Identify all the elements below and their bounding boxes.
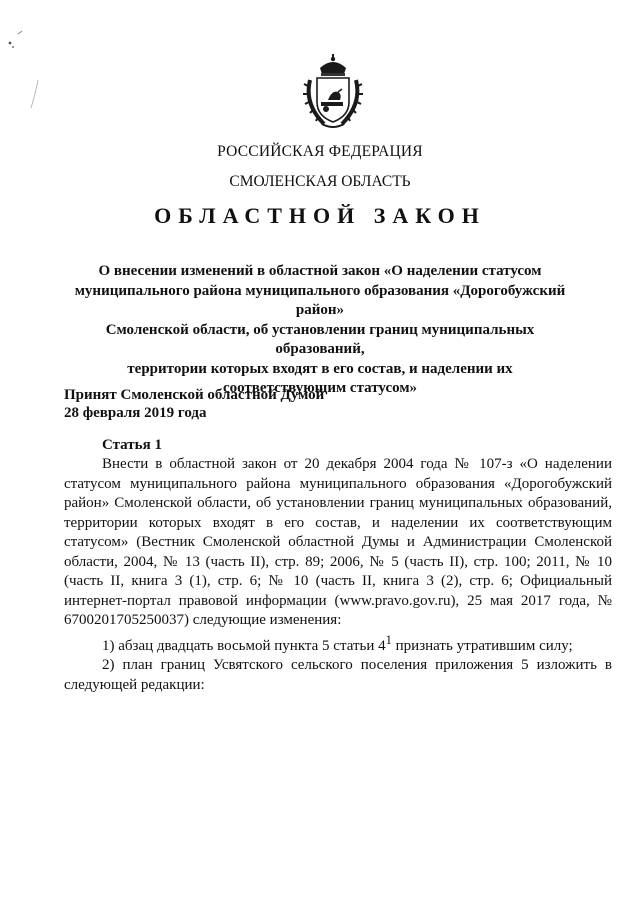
smolensk-coat-of-arms-icon [302,54,364,130]
article-paragraph: Внести в областной закон от 20 декабря 2004 года № 107-з «О наделении статусом муниципального района муниципального образования «Дорогобужский район» Смоленской области, об установлении границ муниципальных образований, территории которых входят в его состав, и наделении их соответствующим статусом» (Вестник Смоленской областной Думы и Администрации Смоленской области, 2004, № 13 (часть II), стр. 89; 2006, № 5 (часть II), стр. 100; 2011, № 10 (часть II, книга 3 (1), стр. 6; № 10 (часть II, книга 3 (2), стр. 6; Официальный интернет-портал правовой информации (www.pravo.gov.ru), 25 мая 2017 года, № 6700201705250037) следующие изменения: [64,456,612,628]
region-heading: СМОЛЕНСКАЯ ОБЛАСТЬ [229,173,411,190]
adoption-info [64,386,324,422]
law-title-line: территории которых входят в его состав, и наделении их [127,360,513,377]
article-body [64,455,612,695]
item-1-text: 1) абзац двадцать восьмой пункта 5 статьи 4 [102,637,386,654]
article-item-2: 2) план границ Усвятского сельского поселения приложения 5 изложить в следующей редакции: [64,657,612,693]
country-heading: РОССИЙСКАЯ ФЕДЕРАЦИЯ [217,143,423,160]
law-title-line: соответствующим статусом» [222,380,418,396]
document-type-heading: ОБЛАСТНОЙ ЗАКОН [154,203,486,228]
article-item-1 [64,631,612,657]
law-title [60,262,580,399]
adoption-date: 28 февраля 2019 года [64,405,207,421]
item-1-tail: признать утратившим силу; [391,637,573,654]
article-heading: Статья 1 [102,437,162,453]
law-title-line: О внесении изменений в областной закон «О наделении статусом [98,263,542,279]
adoption-body: Принят Смоленской областной Думой [64,387,325,403]
law-title-line: муниципального района муниципального образования «Дорогобужский район» [74,282,566,318]
item-1-superscript: 1 [385,632,392,647]
law-title-line: Смоленской области, об установлении границ муниципальных образований, [105,321,535,357]
